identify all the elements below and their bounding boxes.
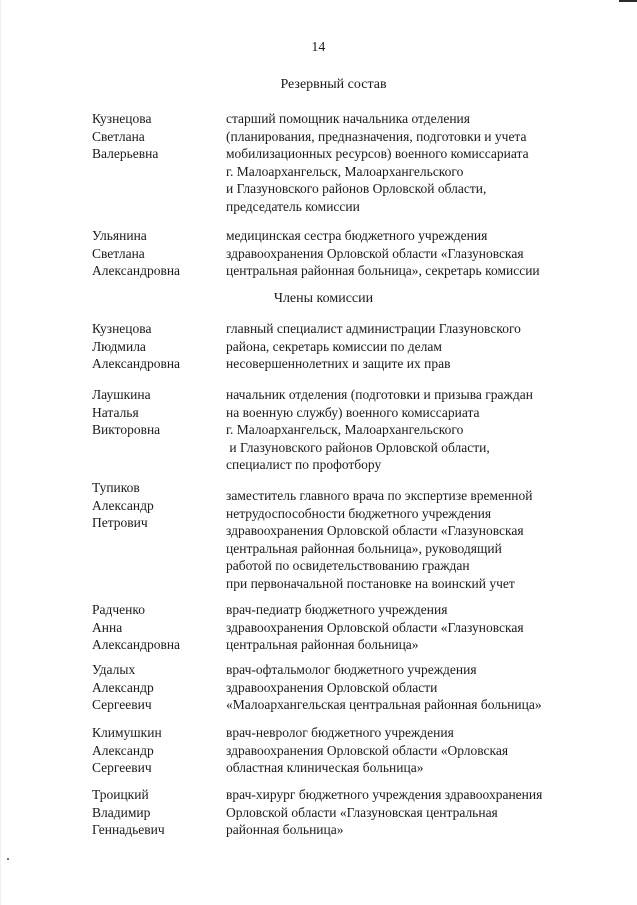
position-line: центральная районная больница», секретарь комиссии (226, 263, 540, 278)
position-line: здравоохранения Орловской области «Глазуновская (226, 245, 524, 261)
surname: Кузнецова (92, 111, 152, 126)
first-name: Александр (92, 497, 154, 513)
position-line: медицинская сестра бюджетного учреждения (226, 228, 488, 243)
person-name (92, 110, 220, 163)
position-line: несовершеннолетних и защите их прав (226, 356, 451, 371)
person-name (92, 661, 220, 714)
surname: Удалых (92, 662, 136, 677)
patronymic: Сергеевич (92, 760, 152, 775)
patronymic: Александровна (92, 263, 181, 278)
person-position (226, 110, 626, 215)
patronymic: Геннадьевич (92, 822, 165, 837)
scan-dust (7, 858, 9, 860)
position-line: и Глазуновского районов Орловской области, (226, 181, 487, 196)
position-line: здравоохранения Орловской области «Орловская (226, 742, 509, 758)
position-line: г. Малоархангельск, Малоархангельского (226, 163, 464, 179)
position-line: врач-невролог бюджетного учреждения (226, 725, 454, 740)
position-line: заместитель главного врача по экспертизе временной (226, 488, 533, 503)
person-name (92, 227, 220, 280)
position-line: работой по освидетельствованию граждан (226, 558, 470, 573)
position-line: центральная районная больница» (226, 637, 419, 652)
position-line: здравоохранения Орловской области (226, 679, 438, 695)
position-line: нетрудоспособности бюджетного учреждения (226, 505, 492, 521)
person-position (226, 320, 626, 373)
person-position (226, 661, 626, 714)
position-line: здравоохранения Орловской области «Глазуновская (226, 523, 524, 538)
surname: Лаушкина (92, 387, 151, 402)
person-position (226, 227, 626, 280)
position-line: района, секретарь комиссии по делам (226, 338, 442, 354)
surname: Кузнецова (92, 321, 152, 336)
person-name (92, 320, 220, 373)
first-name: Наталья (92, 404, 139, 420)
members-heading: Члены комиссии (273, 291, 374, 306)
position-line: главный специалист администрации Глазуновского (226, 321, 521, 336)
position-line: и Глазуновского районов Орловской области, (226, 439, 490, 455)
person-name (92, 479, 220, 532)
surname: Радченко (92, 602, 145, 617)
patronymic: Валерьевна (92, 146, 159, 161)
page-number: 14 (311, 39, 326, 54)
position-line: начальник отделения (подготовки и призыва граждан (226, 387, 533, 402)
position-line: «Малоархангельская центральная районная больница» (226, 697, 542, 712)
position-line: центральная районная больница», руководящий (226, 540, 502, 556)
person-name (92, 786, 220, 839)
first-name: Анна (92, 619, 123, 635)
first-name: Александр (92, 679, 154, 695)
position-line: здравоохранения Орловской области «Глазуновская (226, 619, 524, 635)
first-name: Александр (92, 742, 154, 758)
surname: Климушкин (92, 725, 162, 740)
first-name: Людмила (92, 338, 146, 354)
person-position (226, 386, 626, 474)
position-line: при первоначальной постановке на воинский учет (226, 575, 515, 591)
position-line: мобилизационных ресурсов) военного комиссариата (226, 146, 529, 161)
position-line: врач-офтальмолог бюджетного учреждения (226, 662, 477, 677)
first-name: Светлана (92, 128, 145, 144)
position-line: районная больница» (226, 822, 344, 837)
scan-mark (619, 0, 637, 2)
position-line: председатель комиссии (226, 198, 360, 214)
surname: Ульянина (92, 228, 147, 243)
patronymic: Сергеевич (92, 697, 152, 712)
position-line: (планирования, предназначения, подготовки и учета (226, 128, 527, 144)
position-line: Орловской области «Глазуновская центральная (226, 804, 498, 820)
position-line: на военную службу) военного комиссариата (226, 404, 480, 420)
person-name (92, 386, 220, 439)
surname: Тупиков (92, 480, 140, 495)
patronymic: Александровна (92, 637, 181, 652)
first-name: Владимир (92, 804, 151, 820)
person-name (92, 724, 220, 777)
position-line: врач-хирург бюджетного учреждения здравоохранения (226, 787, 543, 802)
person-position (226, 724, 626, 777)
position-line: областная клиническая больница» (226, 760, 424, 775)
patronymic: Александровна (92, 356, 181, 371)
position-line: специалист по профотбору (226, 457, 382, 472)
person-position (226, 601, 626, 654)
reserve-heading: Резервный состав (280, 77, 387, 92)
patronymic: Петрович (92, 515, 148, 530)
person-position (226, 786, 626, 839)
person-position (226, 487, 626, 592)
first-name: Светлана (92, 245, 145, 261)
patronymic: Викторовна (92, 422, 161, 437)
surname: Троицкий (92, 787, 149, 802)
position-line: врач-педиатр бюджетного учреждения (226, 602, 448, 617)
scan-edge (0, 0, 1, 905)
position-line: старший помощник начальника отделения (226, 111, 470, 126)
person-name (92, 601, 220, 654)
position-line: г. Малоархангельск, Малоархангельского (226, 422, 464, 437)
